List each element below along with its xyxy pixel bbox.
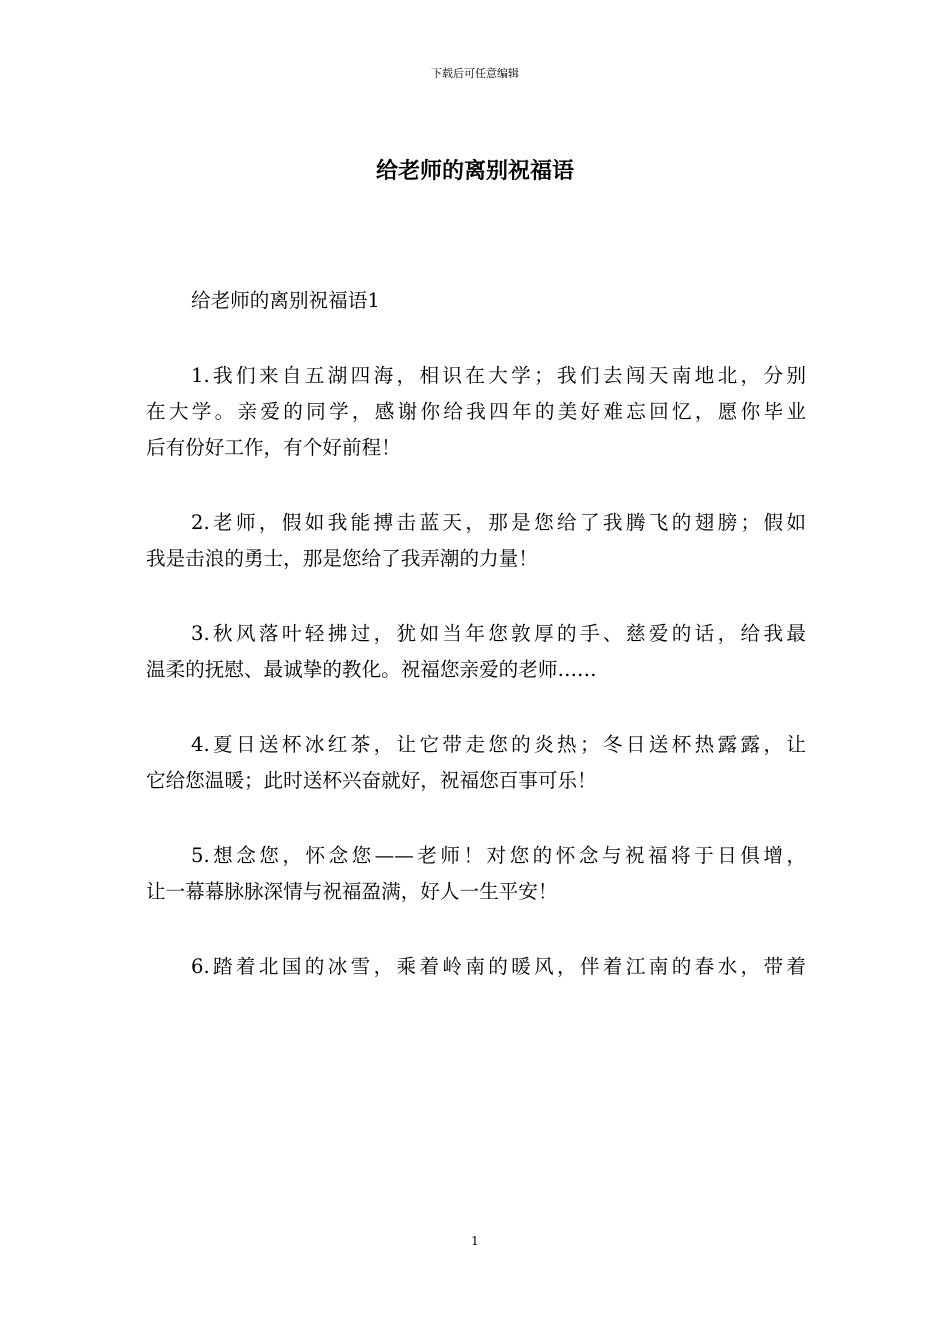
page-number: 1 (471, 1234, 479, 1248)
paragraph-line: 它给您温暖；此时送杯兴奋就好，祝福您百事可乐！ (146, 769, 597, 792)
paragraph-6 (146, 949, 806, 985)
paragraph-line: 5.想念您，怀念您——老师！对您的怀念与祝福将于日俱增， (191, 844, 806, 867)
section-heading-paragraph (146, 283, 806, 319)
paragraph-line: 1.我们来自五湖四海，相识在大学；我们去闯天南地北，分别 (191, 364, 806, 387)
section-heading: 给老师的离别祝福语1 (191, 289, 380, 312)
paragraph-line: 后有份好工作，有个好前程！ (146, 436, 401, 459)
paragraph-line: 在大学。亲爱的同学，感谢你给我四年的美好难忘回忆，愿你毕业 (146, 400, 806, 423)
paragraph-line: 6.踏着北国的冰雪，乘着岭南的暖风，伴着江南的春水，带着 (191, 955, 806, 978)
paragraph-line: 4.夏日送杯冰红茶，让它带走您的炎热；冬日送杯热露露，让 (191, 733, 806, 756)
paragraph-line: 我是击浪的勇士，那是您给了我弄潮的力量！ (146, 547, 538, 570)
document-body (146, 283, 806, 1024)
paragraph-4 (146, 727, 806, 799)
page-title: 给老师的离别祝福语 (375, 158, 574, 184)
paragraph-line: 2.老师，假如我能搏击蓝天，那是您给了我腾飞的翅膀；假如 (191, 511, 806, 534)
paragraph-1 (146, 358, 806, 466)
header-note: 下载后可任意编辑 (431, 67, 519, 80)
paragraph-3 (146, 616, 806, 688)
paragraph-2 (146, 505, 806, 577)
paragraph-line: 让一幕幕脉脉深情与祝福盈满，好人一生平安！ (146, 880, 558, 903)
paragraph-line: 温柔的抚慰、最诚挚的教化。祝福您亲爱的老师…… (146, 658, 597, 681)
paragraph-5 (146, 838, 806, 910)
paragraph-line: 3.秋风落叶轻拂过，犹如当年您敦厚的手、慈爱的话，给我最 (191, 622, 806, 645)
